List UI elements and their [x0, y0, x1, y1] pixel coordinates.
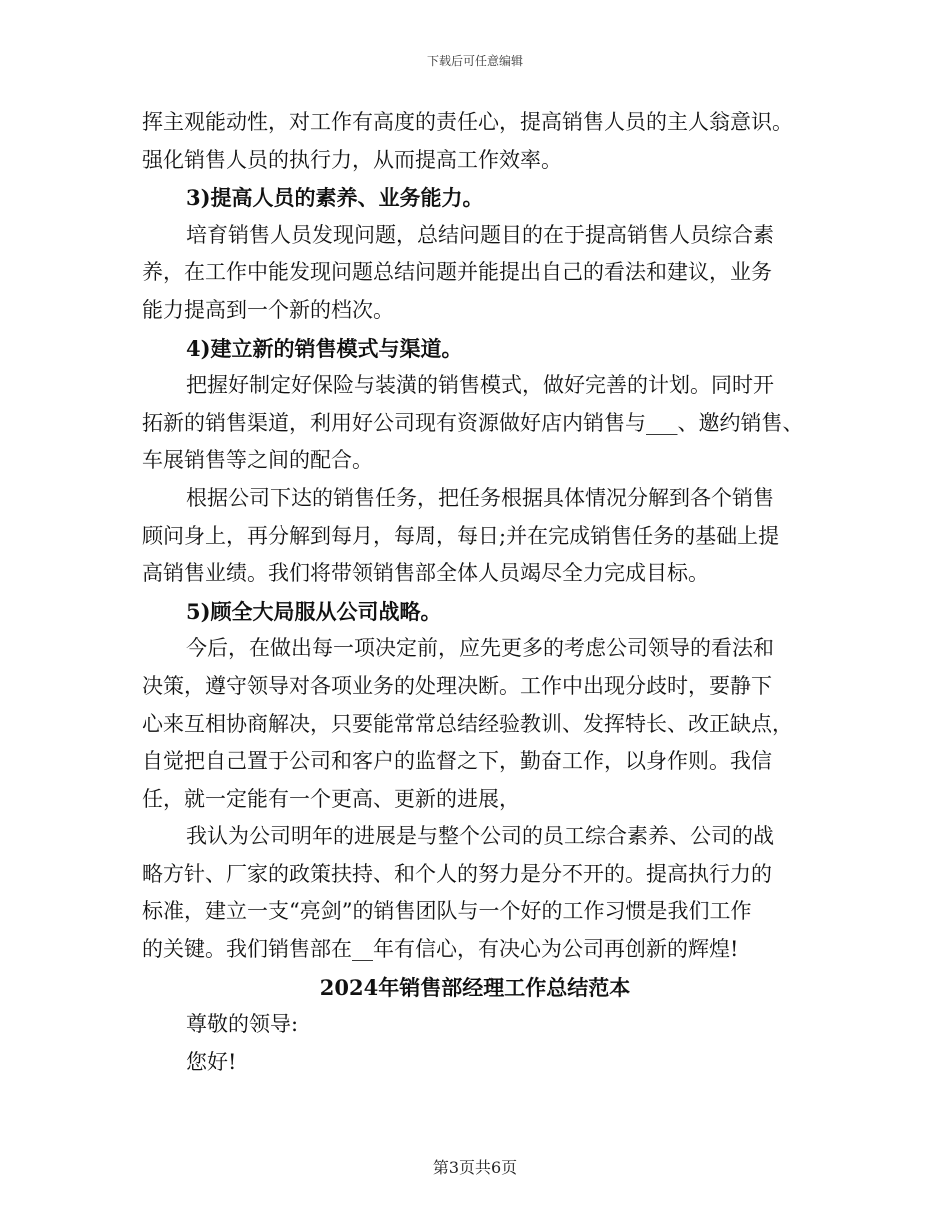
document-body [142, 104, 827, 1081]
text-line: 根据公司下达的销售任务，把任务根据具体情况分解到各个销售 [186, 485, 774, 510]
salutation: 尊敬的领导: [186, 1012, 299, 1037]
text-line: 能力提高到一个新的档次。 [142, 297, 394, 322]
header-note: 下载后可任意编辑 [426, 54, 523, 68]
document-title: 2024年销售部经理工作总结范本 [319, 974, 631, 1000]
text-line: 强化销售人员的执行力，从而提高工作效率。 [142, 147, 562, 172]
text-line: 今后，在做出每一项决定前，应先更多的考虑公司领导的看法和 [186, 636, 774, 661]
greeting: 您好! [186, 1049, 237, 1074]
text-line: 车展销售等之间的配合。 [142, 448, 373, 473]
text-line: 的关键。我们销售部在__年有信心，有决心为公司再创新的辉煌! [142, 937, 739, 962]
text-line: 高销售业绩。我们将带领销售部全体人员竭尽全力完成目标。 [142, 561, 709, 586]
text-line: 决策，遵守领导对各项业务的处理决断。工作中出现分歧时，要静下 [142, 673, 772, 698]
text-line: 养，在工作中能发现问题总结问题并能提出自己的看法和建议，业务 [142, 260, 772, 285]
section-heading-4: 4)建立新的销售模式与渠道。 [186, 335, 463, 361]
paragraph-2 [142, 217, 827, 330]
paragraph-1 [142, 104, 827, 179]
text-line: 挥主观能动性，对工作有高度的责任心，提高销售人员的主人翁意识。 [142, 110, 793, 134]
text-line: 略方针、厂家的政策扶持、和个人的努力是分不开的。提高执行力的 [142, 861, 772, 886]
text-line: 培育销售人员发现问题，总结问题目的在于提高销售人员综合素 [186, 222, 774, 247]
section-heading-3: 3)提高人员的素养、业务能力。 [186, 185, 484, 211]
paragraph-3 [142, 367, 827, 480]
paragraph-6 [142, 818, 827, 968]
page-number: 第3页共6页 [432, 1158, 518, 1177]
text-line: 拓新的销售渠道，利用好公司现有资源做好店内销售与___、邀约销售、 [142, 410, 804, 435]
text-line: 我认为公司明年的进展是与整个公司的员工综合素养、公司的战 [186, 824, 774, 849]
text-line: 顾问身上，再分解到每月，每周，每日;并在完成销售任务的基础上提 [142, 523, 780, 548]
section-heading-5: 5)顾全大局服从公司战略。 [186, 598, 442, 624]
paragraph-4 [142, 480, 827, 593]
text-line: 自觉把自己置于公司和客户的监督之下，勤奋工作，以身作则。我信 [142, 749, 772, 774]
text-line: 心来互相协商解决，只要能常常总结经验教训、发挥特长、改正缺点， [142, 711, 793, 736]
text-line: 任，就一定能有一个更高、更新的进展， [142, 786, 520, 811]
text-line: 把握好制定好保险与装潢的销售模式，做好完善的计划。同时开 [186, 373, 774, 398]
text-line: 标准，建立一支“亮剑”的销售团队与一个好的工作习惯是我们工作 [142, 899, 752, 924]
paragraph-5 [142, 630, 827, 818]
